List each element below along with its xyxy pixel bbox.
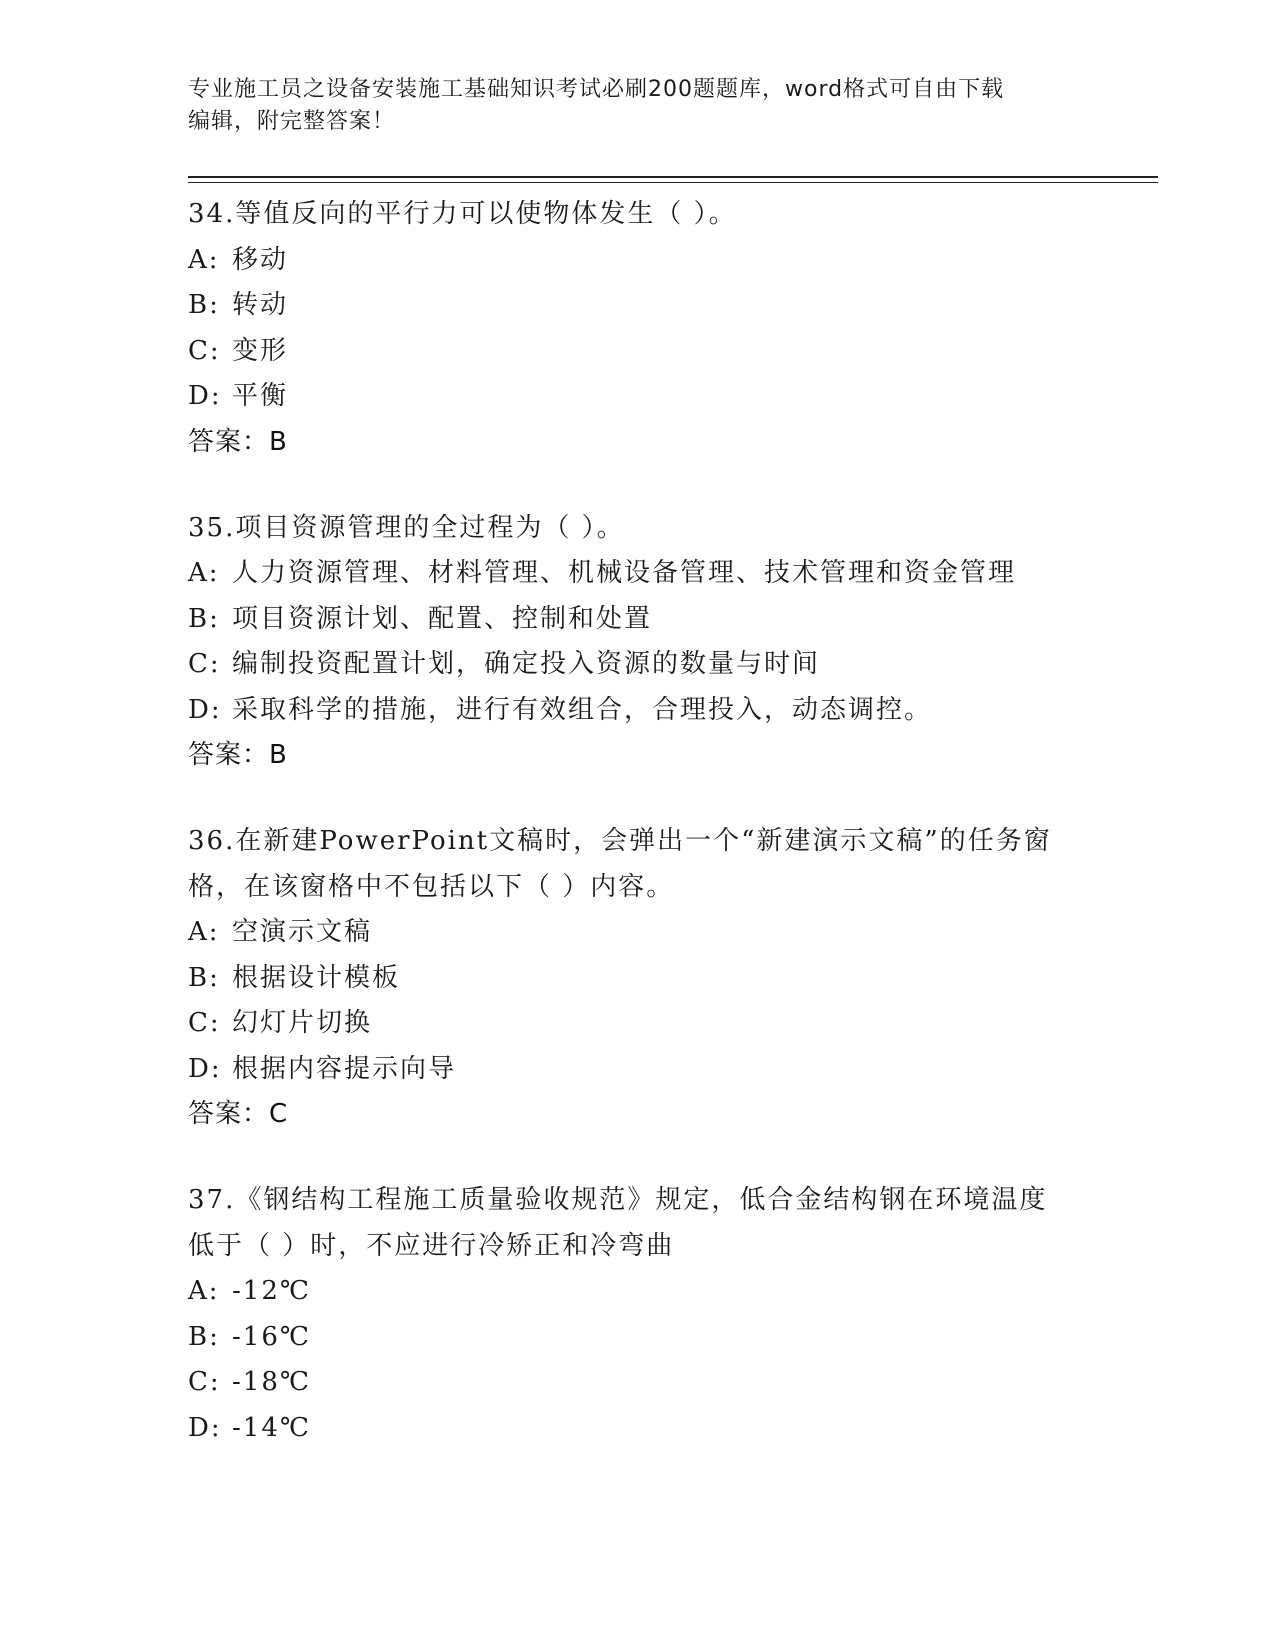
- option-a: [188, 1269, 1088, 1315]
- option-letter: A:: [188, 558, 220, 588]
- question-stem: 37.《钢结构工程施工质量验收规范》规定，低合金结构钢在环境温度低于（ ）时，不应进行冷矫正和冷弯曲: [188, 1185, 1048, 1261]
- option-text: 变形: [232, 335, 289, 366]
- option-text: -18℃: [232, 1367, 311, 1397]
- option-b: [188, 283, 1088, 329]
- question-stem: 36.在新建PowerPoint文稿时，会弹出一个“新建演示文稿”的任务窗格，在该窗格中不包括以下（ ）内容。: [188, 826, 1052, 902]
- option-text: 人力资源管理、材料管理、机械设备管理、技术管理和资金管理: [232, 558, 1017, 588]
- option-text: 采取科学的措施，进行有效组合，合理投入，动态调控。: [232, 694, 933, 725]
- header-line-1: 专业施工员之设备安装施工基础知识考试必刷200题题库，word格式可自由下载: [188, 77, 1005, 102]
- option-c: [188, 1001, 1088, 1047]
- option-c: [188, 642, 1088, 688]
- option-a: [188, 910, 1088, 956]
- option-text: 平衡: [232, 381, 289, 411]
- option-letter: B:: [188, 290, 220, 320]
- option-letter: A:: [188, 1276, 220, 1306]
- document-header: [188, 74, 1088, 138]
- option-a: [188, 551, 1088, 597]
- option-letter: D:: [188, 694, 222, 725]
- option-letter: C:: [188, 335, 221, 366]
- header-divider-thin: [188, 182, 1158, 183]
- option-text: 项目资源计划、配置、控制和处置: [232, 603, 653, 634]
- option-text: 移动: [232, 244, 289, 275]
- option-letter: C:: [188, 1008, 221, 1038]
- question-35: [188, 506, 1088, 778]
- option-b: [188, 956, 1088, 1002]
- option-text: 空演示文稿: [232, 917, 373, 947]
- option-a: [188, 238, 1088, 284]
- option-b: [188, 597, 1088, 643]
- option-text: 幻灯片切换: [232, 1008, 373, 1038]
- question-36: [188, 819, 1088, 1136]
- option-text: 转动: [232, 290, 289, 320]
- header-divider-thick: [188, 176, 1158, 178]
- option-b: [188, 1315, 1088, 1361]
- option-letter: C:: [188, 1367, 221, 1397]
- question-34: [188, 192, 1088, 464]
- option-text: 根据设计模板: [232, 962, 401, 993]
- option-letter: A:: [188, 917, 220, 947]
- option-d: [188, 688, 1088, 734]
- question-stem: 35.项目资源管理的全过程为（ ）。: [188, 512, 625, 543]
- question-list: [188, 192, 1088, 1493]
- option-c: [188, 329, 1088, 375]
- option-letter: C:: [188, 649, 221, 679]
- option-letter: D:: [188, 381, 222, 411]
- option-c: [188, 1360, 1088, 1406]
- option-letter: B:: [188, 1321, 220, 1352]
- option-d: [188, 1406, 1088, 1452]
- option-text: 编制投资配置计划，确定投入资源的数量与时间: [232, 649, 821, 679]
- option-text: -14℃: [232, 1412, 311, 1443]
- option-d: [188, 374, 1088, 420]
- option-text: -16℃: [232, 1321, 311, 1352]
- option-text: -12℃: [232, 1276, 311, 1306]
- option-letter: D:: [188, 1412, 222, 1443]
- header-line-2: 编辑，附完整答案！: [188, 109, 396, 134]
- option-text: 根据内容提示向导: [232, 1053, 457, 1084]
- option-letter: D:: [188, 1053, 222, 1084]
- option-letter: B:: [188, 962, 220, 993]
- answer-line: 答案：B: [188, 426, 288, 457]
- answer-line: 答案：B: [188, 740, 288, 770]
- option-letter: B:: [188, 603, 220, 634]
- question-37: [188, 1178, 1088, 1451]
- answer-line: 答案：C: [188, 1099, 289, 1129]
- option-letter: A:: [188, 244, 220, 275]
- option-d: [188, 1047, 1088, 1093]
- question-stem: 34.等值反向的平行力可以使物体发生（ ）。: [188, 199, 737, 229]
